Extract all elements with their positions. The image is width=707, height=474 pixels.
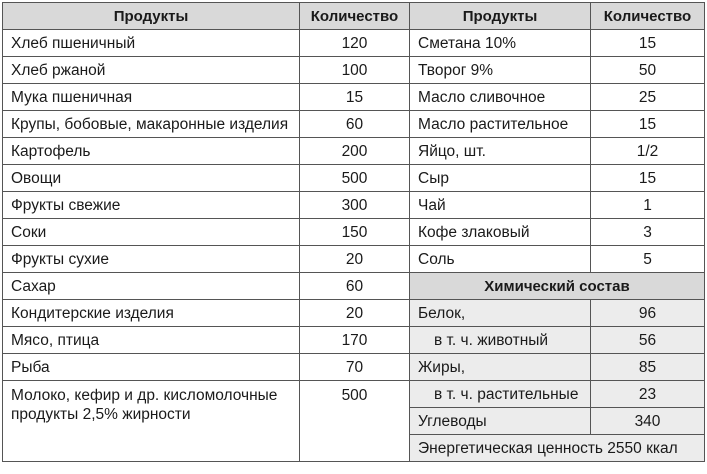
product-name: Соки	[3, 219, 300, 246]
product-quantity: 5	[591, 246, 705, 273]
product-name: Мясо, птица	[3, 327, 300, 354]
product-quantity: 25	[591, 84, 705, 111]
nutrient-amount: 96	[591, 300, 705, 327]
product-name: Чай	[410, 192, 591, 219]
table-row	[3, 111, 705, 138]
product-quantity: 15	[300, 84, 410, 111]
nutrient-name: Углеводы	[410, 408, 591, 435]
header-left-quantity: Количество	[300, 3, 410, 30]
product-name: Овощи	[3, 165, 300, 192]
nutrient-name: в т. ч. животный	[410, 327, 591, 354]
nutrient-amount: 85	[591, 354, 705, 381]
product-name: Сахар	[3, 273, 300, 300]
product-name: Фрукты свежие	[3, 192, 300, 219]
product-name: Масло растительное	[410, 111, 591, 138]
nutrient-name: в т. ч. растительные	[410, 381, 591, 408]
header-right-quantity: Количество	[591, 3, 705, 30]
product-quantity: 100	[300, 57, 410, 84]
nutrient-name: Жиры,	[410, 354, 591, 381]
nutrient-amount: 340	[591, 408, 705, 435]
product-name: Фрукты сухие	[3, 246, 300, 273]
product-name: Соль	[410, 246, 591, 273]
product-name: Кондитерские изделия	[3, 300, 300, 327]
product-quantity: 15	[591, 111, 705, 138]
nutrient-amount: 23	[591, 381, 705, 408]
product-name: Хлеб ржаной	[3, 57, 300, 84]
nutrient-amount: 56	[591, 327, 705, 354]
product-quantity: 500	[300, 165, 410, 192]
product-quantity: 20	[300, 246, 410, 273]
product-name: Хлеб пшеничный	[3, 30, 300, 57]
table-row	[3, 273, 705, 300]
product-quantity: 500	[300, 381, 410, 462]
product-name: Сметана 10%	[410, 30, 591, 57]
table-row	[3, 246, 705, 273]
product-name: Сыр	[410, 165, 591, 192]
product-quantity: 200	[300, 138, 410, 165]
table-row	[3, 84, 705, 111]
table-row	[3, 138, 705, 165]
product-quantity: 60	[300, 273, 410, 300]
table-row	[3, 300, 705, 327]
product-name: Масло сливочное	[410, 84, 591, 111]
product-quantity: 1	[591, 192, 705, 219]
table-row	[3, 165, 705, 192]
product-quantity: 150	[300, 219, 410, 246]
table-row	[3, 192, 705, 219]
table-header-row	[3, 3, 705, 30]
product-name: Мука пшеничная	[3, 84, 300, 111]
table-row	[3, 219, 705, 246]
table-row	[3, 30, 705, 57]
product-name: Кофе злаковый	[410, 219, 591, 246]
product-name: Молоко, кефир и др. кисломолочные продукты 2,5% жирности	[3, 381, 300, 462]
product-quantity: 70	[300, 354, 410, 381]
product-quantity: 1/2	[591, 138, 705, 165]
product-quantity: 15	[591, 30, 705, 57]
nutrient-name: Белок,	[410, 300, 591, 327]
table-row	[3, 57, 705, 84]
product-quantity: 3	[591, 219, 705, 246]
product-quantity: 15	[591, 165, 705, 192]
product-quantity: 120	[300, 30, 410, 57]
table-row	[3, 381, 705, 408]
product-name: Творог 9%	[410, 57, 591, 84]
diet-table-container	[2, 2, 705, 462]
table-row	[3, 327, 705, 354]
product-quantity: 170	[300, 327, 410, 354]
diet-products-table	[2, 2, 705, 462]
product-quantity: 50	[591, 57, 705, 84]
product-name: Яйцо, шт.	[410, 138, 591, 165]
product-name: Крупы, бобовые, макаронные изделия	[3, 111, 300, 138]
product-quantity: 20	[300, 300, 410, 327]
table-row	[3, 354, 705, 381]
product-name: Картофель	[3, 138, 300, 165]
chemical-composition-title: Химический состав	[410, 273, 705, 300]
product-name: Рыба	[3, 354, 300, 381]
product-quantity: 60	[300, 111, 410, 138]
header-left-product: Продукты	[3, 3, 300, 30]
header-right-product: Продукты	[410, 3, 591, 30]
energy-value: Энергетическая ценность 2550 ккал	[410, 435, 705, 462]
product-quantity: 300	[300, 192, 410, 219]
